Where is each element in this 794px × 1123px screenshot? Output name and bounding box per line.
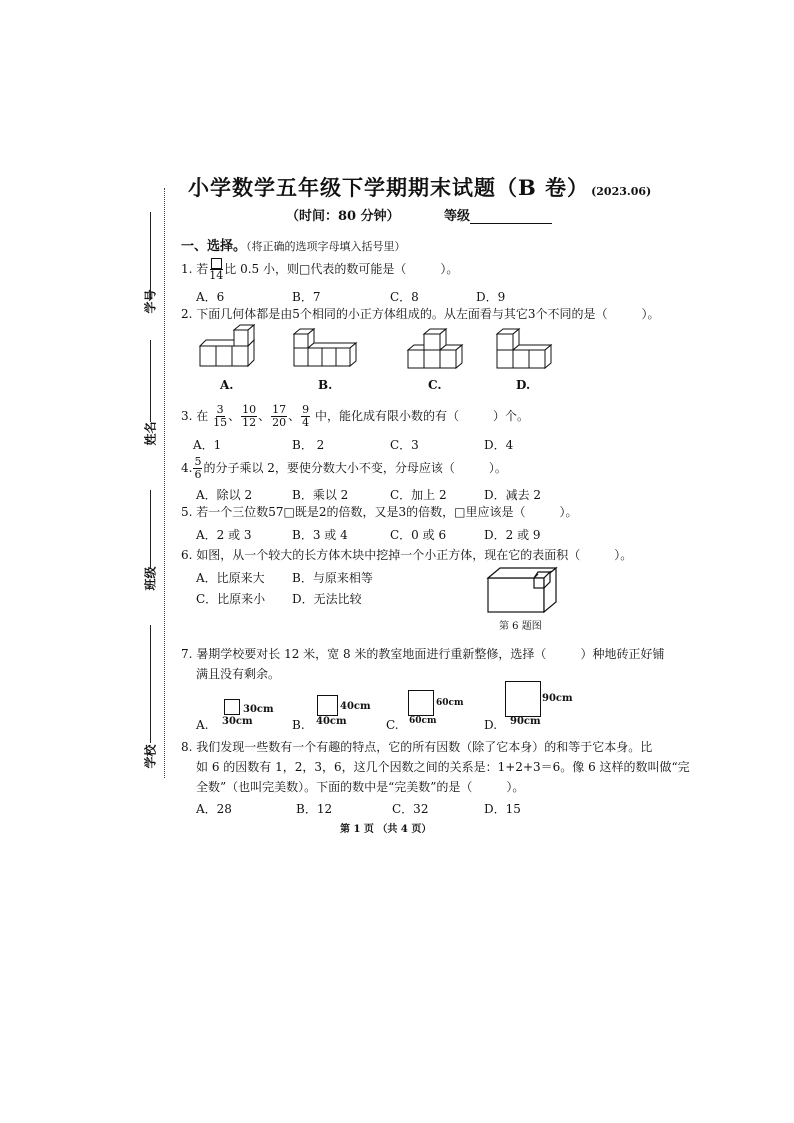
q8-option-c[interactable]: C．32 bbox=[392, 802, 429, 816]
q3-sep: 、 bbox=[288, 409, 301, 423]
q4-pre: 4. bbox=[181, 461, 193, 475]
q1-option-d[interactable]: D．9 bbox=[476, 290, 506, 304]
q3-option-a[interactable]: A．1 bbox=[193, 438, 222, 452]
tile-a-side-label: 30cm bbox=[243, 704, 274, 715]
name-write-line bbox=[150, 340, 151, 422]
grade-label: 等级 bbox=[444, 209, 471, 224]
q8-option-a[interactable]: A．28 bbox=[196, 802, 232, 816]
tile-90cm-icon bbox=[505, 681, 541, 717]
blank-box-icon bbox=[211, 258, 222, 269]
tile-60cm-icon bbox=[408, 690, 434, 716]
q1-end: ）。 bbox=[440, 262, 459, 276]
q2-end: ）。 bbox=[641, 307, 660, 321]
tile-d-side-label: 90cm bbox=[542, 693, 573, 704]
q8-line1: 8. 我们发现一些数有一个有趣的特点，它的所有因数（除了它本身）的和等于它本身。比 bbox=[181, 740, 653, 754]
side-label-class: 班级 bbox=[143, 566, 158, 591]
question-5 bbox=[181, 503, 578, 520]
question-2 bbox=[181, 305, 660, 322]
q6-text: 6. 如图，从一个较大的长方体木块中挖掉一个小正方体，现在它的表面积（ bbox=[181, 548, 581, 562]
q6-figure-caption: 第 6 题图 bbox=[499, 621, 542, 632]
side-label-school: 学校 bbox=[143, 744, 158, 769]
q1-option-a[interactable]: A．6 bbox=[196, 290, 225, 304]
q4-fraction: $\frac{5}{6}$ bbox=[194, 455, 202, 481]
cube-figure-b bbox=[294, 334, 358, 372]
q4-option-b[interactable]: B．乘以 2 bbox=[292, 488, 349, 502]
tile-d-bottom-label: 90cm bbox=[510, 716, 541, 727]
q5-option-a[interactable]: A．2 或 3 bbox=[196, 528, 252, 542]
title-date: (2023.06) bbox=[591, 185, 652, 198]
q1-post: 比 0.5 小，则□代表的数可能是（ bbox=[224, 262, 407, 276]
q3-pre: 3. 在 bbox=[181, 409, 209, 423]
q6-option-a[interactable]: A．比原来大 bbox=[196, 571, 265, 585]
q7-line1: 7. 暑期学校要对长 12 米，宽 8 米的教室地面进行重新整修，选择（ bbox=[181, 647, 547, 661]
q5-option-b[interactable]: B．3 或 4 bbox=[292, 528, 348, 542]
q7-option-a-letter[interactable]: A. bbox=[196, 718, 209, 732]
q6-option-d[interactable]: D．无法比较 bbox=[292, 592, 362, 606]
q3-option-d[interactable]: D．4 bbox=[484, 438, 514, 452]
q2-label-d: D. bbox=[516, 378, 531, 392]
page-title bbox=[188, 172, 651, 202]
q1-option-c[interactable]: C．8 bbox=[390, 290, 419, 304]
q5-text: 5. 若一个三位数57□既是2的倍数，又是3的倍数，□里应该是（ bbox=[181, 505, 526, 519]
q8-line3: 全数”（也叫完美数）。下面的数中是“完美数”的是（ bbox=[196, 780, 473, 794]
question-3 bbox=[181, 404, 529, 429]
question-6 bbox=[181, 546, 632, 563]
section-heading bbox=[181, 235, 406, 254]
tile-b-side-label: 40cm bbox=[340, 701, 371, 712]
q6-option-b[interactable]: B．与原来相等 bbox=[292, 571, 373, 585]
q6-end: ）。 bbox=[614, 548, 633, 562]
q8-option-b[interactable]: B．12 bbox=[296, 802, 333, 816]
q4-end: ）。 bbox=[488, 461, 507, 475]
q3-fraction-1: $\frac{3}{15}$ bbox=[213, 403, 228, 429]
cube-figure-c bbox=[408, 334, 464, 372]
q3-fraction-2: $\frac{10}{12}$ bbox=[242, 403, 257, 429]
q1-fraction bbox=[209, 257, 223, 282]
q2-label-a: A. bbox=[220, 378, 234, 392]
tile-40cm-icon bbox=[317, 695, 338, 716]
q7-option-b-letter[interactable]: B. bbox=[292, 718, 305, 732]
q7-option-d-letter[interactable]: D. bbox=[484, 718, 498, 732]
question-8 bbox=[196, 778, 524, 795]
q3-option-c[interactable]: C．3 bbox=[390, 438, 419, 452]
q6-option-c[interactable]: C．比原来小 bbox=[196, 592, 266, 606]
cube-figure-a bbox=[200, 330, 260, 370]
q2-text: 2. 下面几何体都是由5个相同的小正方体组成的。从左面看与其它3个不同的是（ bbox=[181, 307, 608, 321]
q8-line2: 如 6 的因数有 1，2，3，6，这几个因数之间的关系是：1+2+3＝6。像 6 这样的数叫做“完 bbox=[196, 760, 690, 774]
q7-option-c-letter[interactable]: C. bbox=[386, 718, 399, 732]
q5-option-c[interactable]: C．0 或 6 bbox=[390, 528, 447, 542]
q5-end: ）。 bbox=[559, 505, 578, 519]
q7-line1-end: ）种地砖正好铺 bbox=[580, 647, 665, 661]
question-1 bbox=[181, 257, 458, 282]
id-write-line bbox=[150, 212, 151, 300]
tile-b-bottom-label: 40cm bbox=[316, 716, 347, 727]
school-write-line bbox=[150, 625, 151, 743]
q5-option-d[interactable]: D．2 或 9 bbox=[484, 528, 541, 542]
q1-frac-den: 14 bbox=[209, 269, 224, 282]
tile-c-side-label: 60cm bbox=[436, 698, 464, 708]
title-text: 小学数学五年级下学期期末试题（B 卷） bbox=[188, 175, 590, 200]
tile-c-bottom-label: 60cm bbox=[409, 716, 437, 726]
grade-field bbox=[444, 205, 552, 224]
q8-option-d[interactable]: D．15 bbox=[484, 802, 521, 816]
section-note: （将正确的选项字母填入括号里） bbox=[246, 240, 406, 253]
side-label-id: 学号 bbox=[143, 289, 158, 314]
q3-fraction-3: $\frac{17}{20}$ bbox=[272, 403, 287, 429]
q2-label-c: C. bbox=[428, 378, 442, 392]
tile-30cm-icon bbox=[224, 699, 240, 715]
q4-post: 的分子乘以 2，要使分数大小不变，分母应该（ bbox=[203, 461, 455, 475]
q3-sep: 、 bbox=[258, 409, 271, 423]
q3-option-b[interactable]: B． 2 bbox=[292, 438, 325, 452]
side-label-name: 姓名 bbox=[143, 421, 158, 446]
q1-pre: 1. 若 bbox=[181, 262, 209, 276]
tile-a-bottom-label: 30cm bbox=[222, 716, 253, 727]
q3-end: ）个。 bbox=[492, 409, 529, 423]
class-write-line bbox=[150, 490, 151, 568]
q4-option-a[interactable]: A．除以 2 bbox=[196, 488, 253, 502]
cuboid-figure bbox=[488, 566, 558, 614]
binding-dotted-line bbox=[164, 188, 165, 778]
q8-line3-end: ）。 bbox=[506, 780, 525, 794]
q4-option-c[interactable]: C．加上 2 bbox=[390, 488, 447, 502]
q3-post: 中，能化成有限小数的有（ bbox=[314, 409, 459, 423]
question-4 bbox=[181, 456, 507, 481]
q1-option-b[interactable]: B．7 bbox=[292, 290, 321, 304]
cube-figure-d bbox=[497, 334, 553, 372]
q2-label-b: B. bbox=[318, 378, 333, 392]
page-number: 第 1 页 （共 4 页） bbox=[340, 824, 432, 835]
time-limit: （时间：80 分钟） bbox=[286, 209, 400, 224]
question-7 bbox=[181, 645, 664, 662]
q3-fraction-4: $\frac{9}{4}$ bbox=[302, 403, 310, 429]
q7-line2: 满且没有剩余。 bbox=[196, 667, 281, 681]
q4-option-d[interactable]: D．减去 2 bbox=[484, 488, 542, 502]
grade-blank[interactable] bbox=[470, 211, 552, 224]
q3-sep: 、 bbox=[228, 409, 241, 423]
section-title: 一、选择。 bbox=[181, 239, 247, 254]
